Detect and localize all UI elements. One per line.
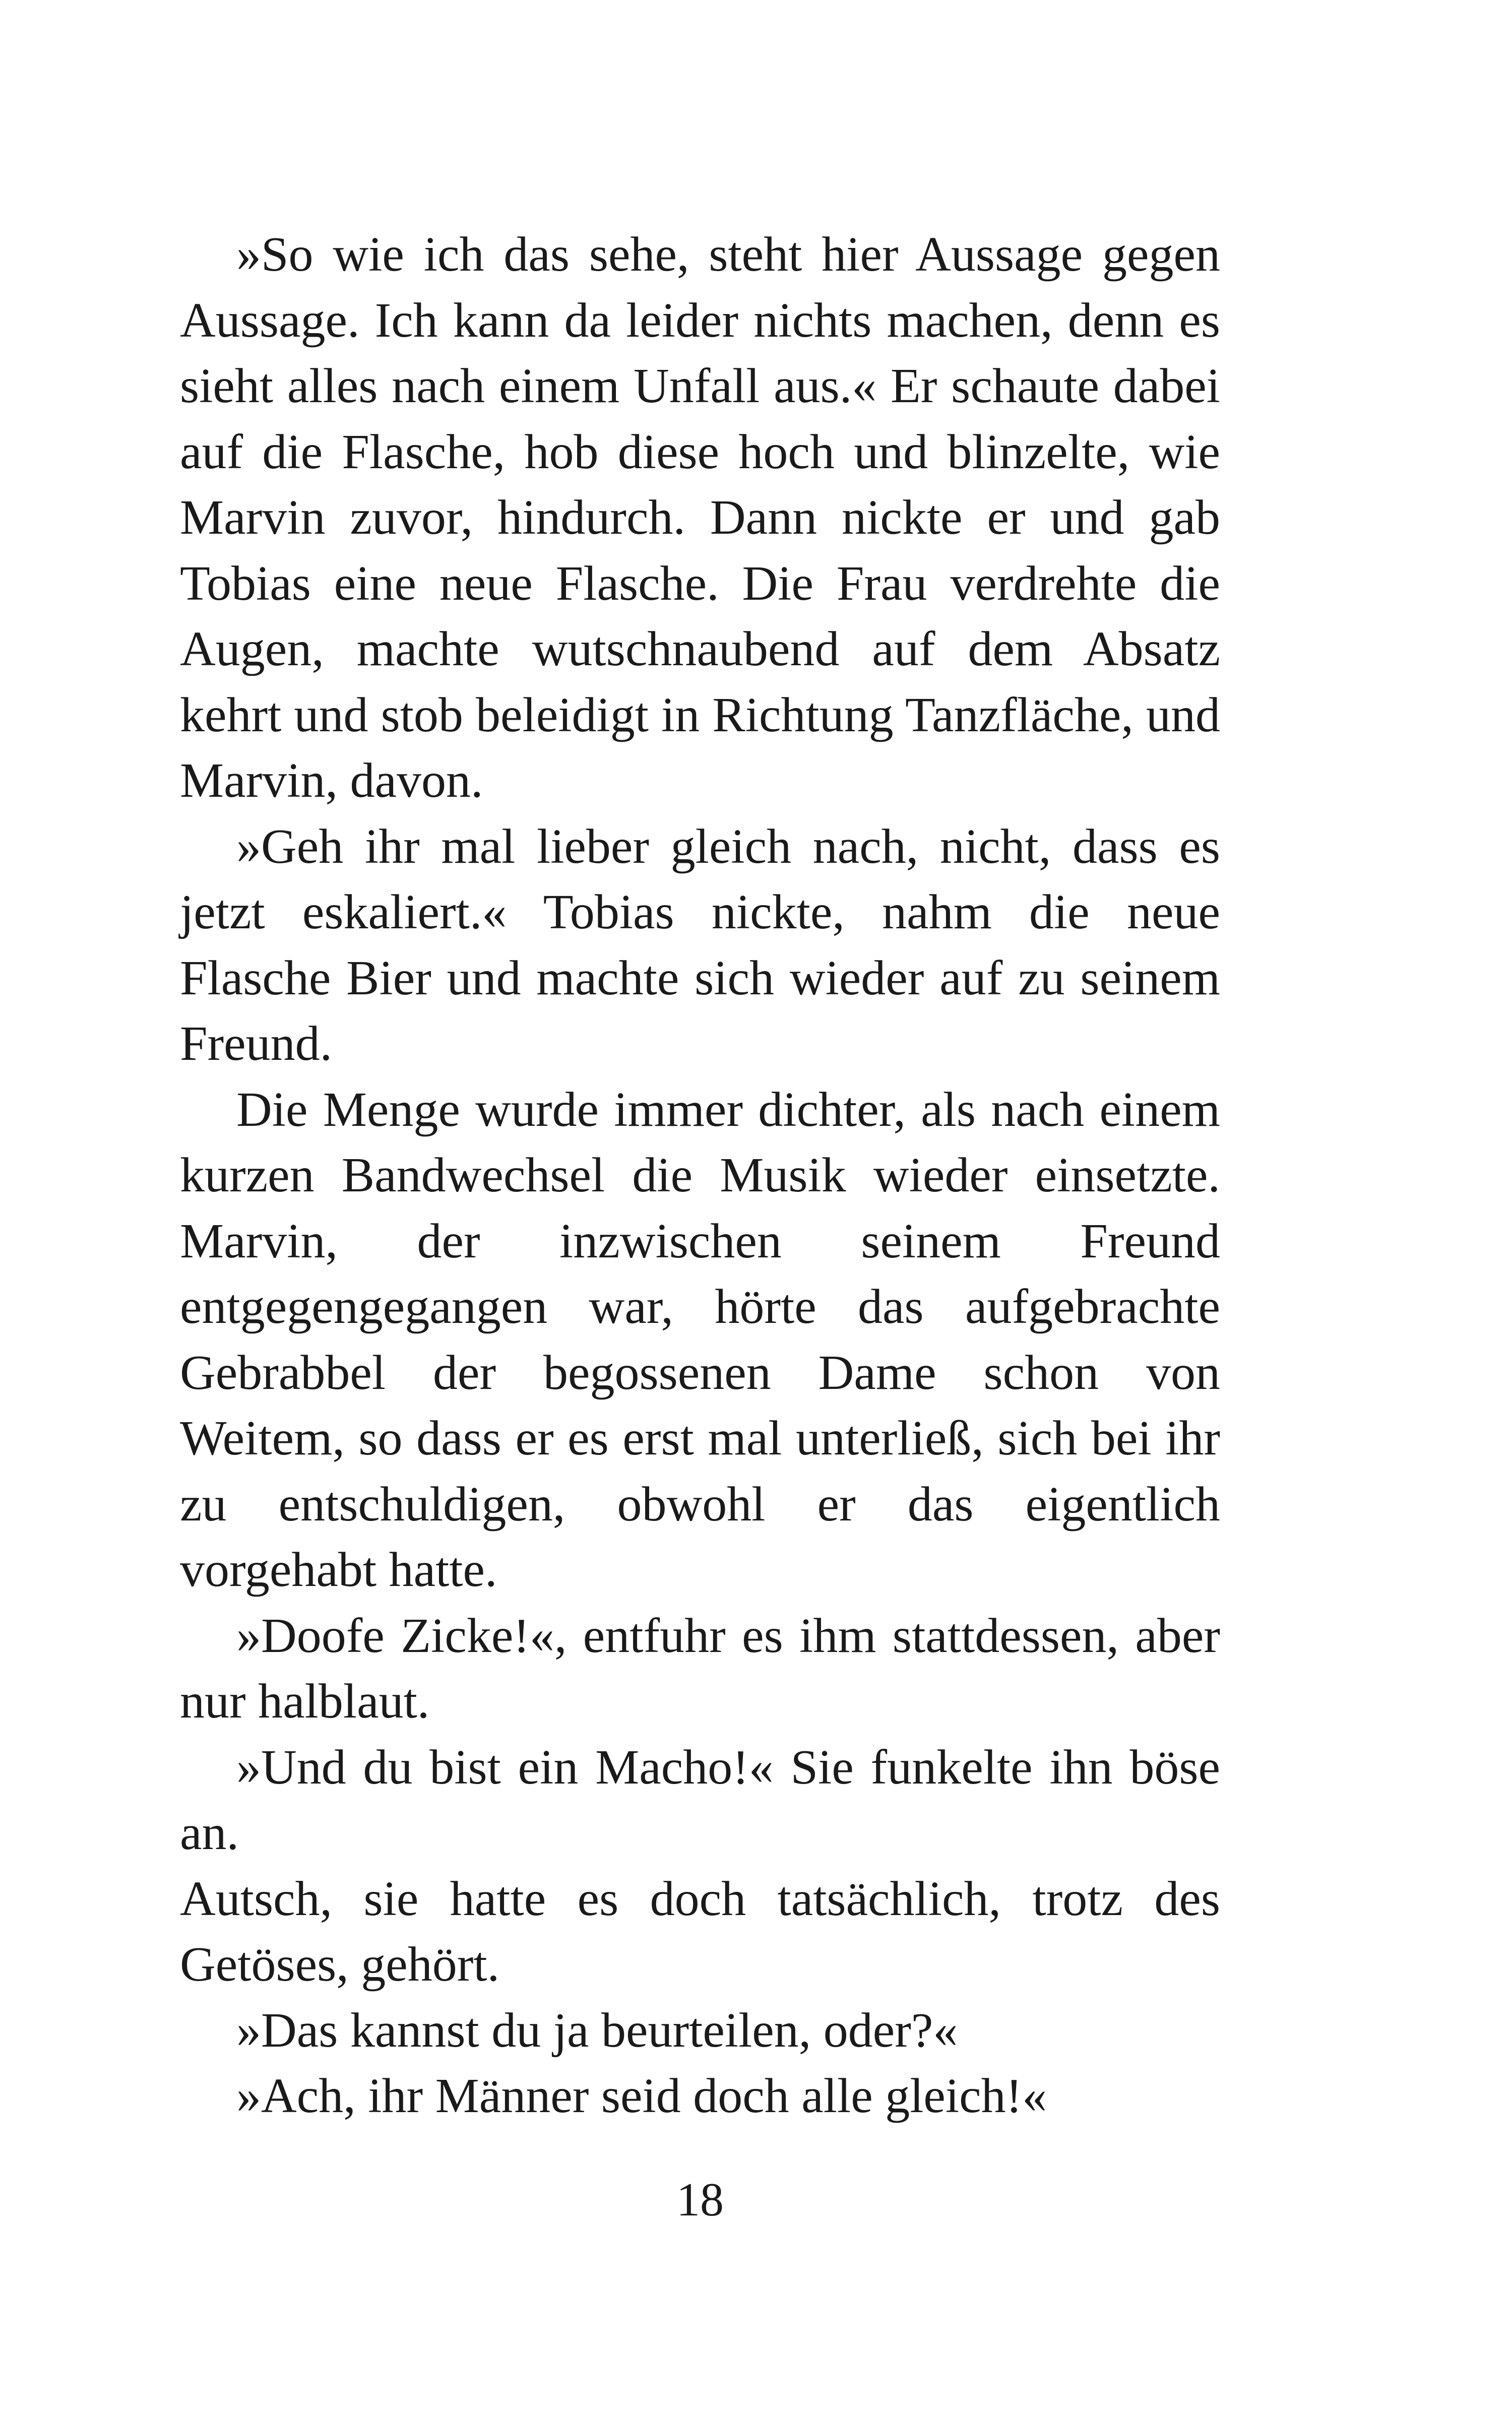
paragraph-3: Die Menge wurde immer dichter, als nach einem kurzen Bandwechsel die Musik wieder einsetzte. Marvin, der inzwischen seinem Freund entgegengegangen war, hörte das aufgebrachte Gebrabbel der begossenen Dame schon von Weitem, so dass er es erst mal unterließ, sich bei ihr zu entschuldigen, obwohl er das eigentlich vorgehabt hatte. <box>180 1082 1220 1597</box>
paragraph-4: »Doofe Zicke!«, entfuhr es ihm stattdessen, aber nur halblaut. <box>180 1608 1220 1729</box>
paragraph-6: Autsch, sie hatte es doch tatsächlich, trotz des Getöses, gehört. <box>180 1871 1220 1992</box>
page-number: 18 <box>676 2174 724 2226</box>
paragraph-2: »Geh ihr mal lieber gleich nach, nicht, dass es jetzt eskaliert.« Tobias nickte, nahm die neue Flasche Bier und machte sich wieder auf zu seinem Freund. <box>180 819 1220 1071</box>
paragraph-1: »So wie ich das sehe, steht hier Aussage gegen Aussage. Ich kann da leider nichts machen, denn es sieht alles nach einem Unfall aus.« Er schaute dabei auf die Flasche, hob diese hoch und blinzelte, wie Marvin zuvor, hindurch. Dann nickte er und gab Tobias eine neue Flasche. Die Frau verdrehte die Augen, machte wutschnaubend auf dem Absatz kehrt und stob beleidigt in Richtung Tanzfläche, und Marvin, davon. <box>180 227 1220 808</box>
paragraph-8: »Ach, ihr Männer seid doch alle gleich!« <box>236 2069 1047 2123</box>
paragraph-5: »Und du bist ein Macho!« Sie funkelte ihn böse an. <box>180 1740 1220 1860</box>
paragraph-7: »Das kannst du ja beurteilen, oder?« <box>236 2003 958 2058</box>
body-text <box>180 222 1220 2129</box>
